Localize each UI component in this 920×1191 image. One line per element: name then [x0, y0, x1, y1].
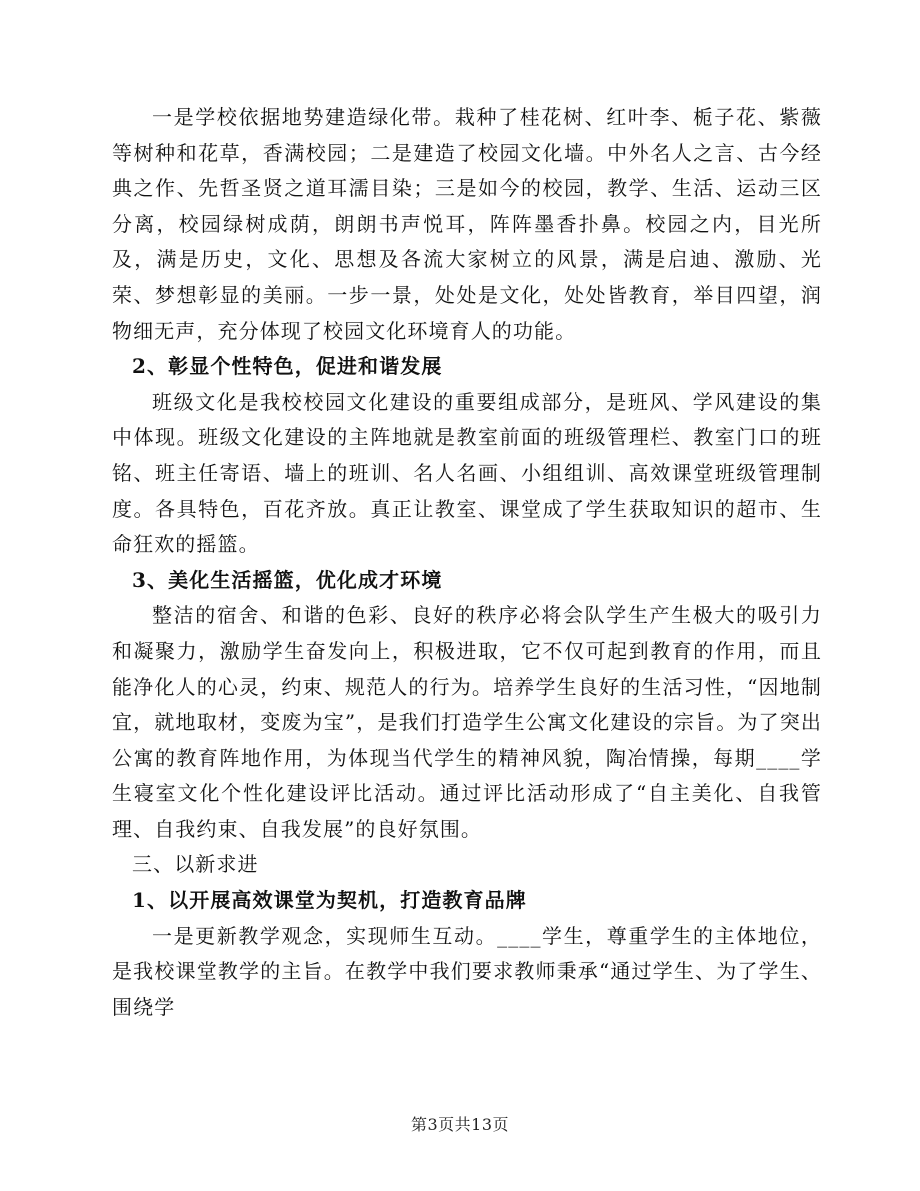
document-body: [112, 100, 822, 1025]
heading-living-environment: 3、美化生活摇篮，优化成才环境: [132, 567, 443, 592]
paragraph-campus-greening: 一是学校依据地势建造绿化带。栽种了桂花树、红叶李、栀子花、紫薇等树种和花草，香满校园；二是建造了校园文化墙。中外名人之言、古今经典之作、先哲圣贤之道耳濡目染；三是如今的校园，教学、生活、运动三区分离，校园绿树成荫，朗朗书声悦耳，阵阵墨香扑鼻。校园之内，目光所及，满是历史，文化、思想及各流大家树立的风景，满是启迪、激励、光荣、梦想彰显的美丽。一步一景，处处是文化，处处皆教育，举目四望，润物细无声，充分体现了校园文化环境育人的功能。: [112, 105, 822, 343]
page-number-footer: 第3页共13页: [410, 1115, 510, 1134]
paragraph-dormitory-culture: 整洁的宿舍、和谐的色彩、良好的秩序必将会队学生产生极大的吸引力和凝聚力，激励学生奋发向上，积极进取，它不仅可起到教育的作用，而且能净化人的心灵，约束、规范人的行为。培养学生良好的生活习性，“因地制宜，就地取材，变废为宝”，是我们打造学生公寓文化建设的宗旨。为了突出公寓的教育阵地作用，为体现当代学生的精神风貌，陶冶情操，每期____学生寝室文化个性化建设评比活动。通过评比活动形成了“自主美化、自我管理、自我约束、自我发展”的良好氛围。: [112, 603, 822, 841]
paragraph-class-culture: 班级文化是我校校园文化建设的重要组成部分，是班风、学风建设的集中体现。班级文化建设的主阵地就是教室前面的班级管理栏、教室门口的班铭、班主任寄语、墙上的班训、名人名画、小组组训、高效课堂班级管理制度。各具特色，百花齐放。真正让教室、课堂成了学生获取知识的超市、生命狂欢的摇篮。: [112, 389, 822, 557]
heading-personality-features: 2、彰显个性特色，促进和谐发展: [132, 354, 443, 379]
heading-innovation: 三、以新求进: [132, 852, 259, 877]
paragraph-teaching-concept: 一是更新教学观念，实现师生互动。____学生，尊重学生的主体地位，是我校课堂教学的主旨。在教学中我们要求教师秉承“通过学生、为了学生、围绕学: [112, 923, 822, 1019]
heading-efficient-classroom: 1、以开展高效课堂为契机，打造教育品牌: [132, 888, 527, 913]
